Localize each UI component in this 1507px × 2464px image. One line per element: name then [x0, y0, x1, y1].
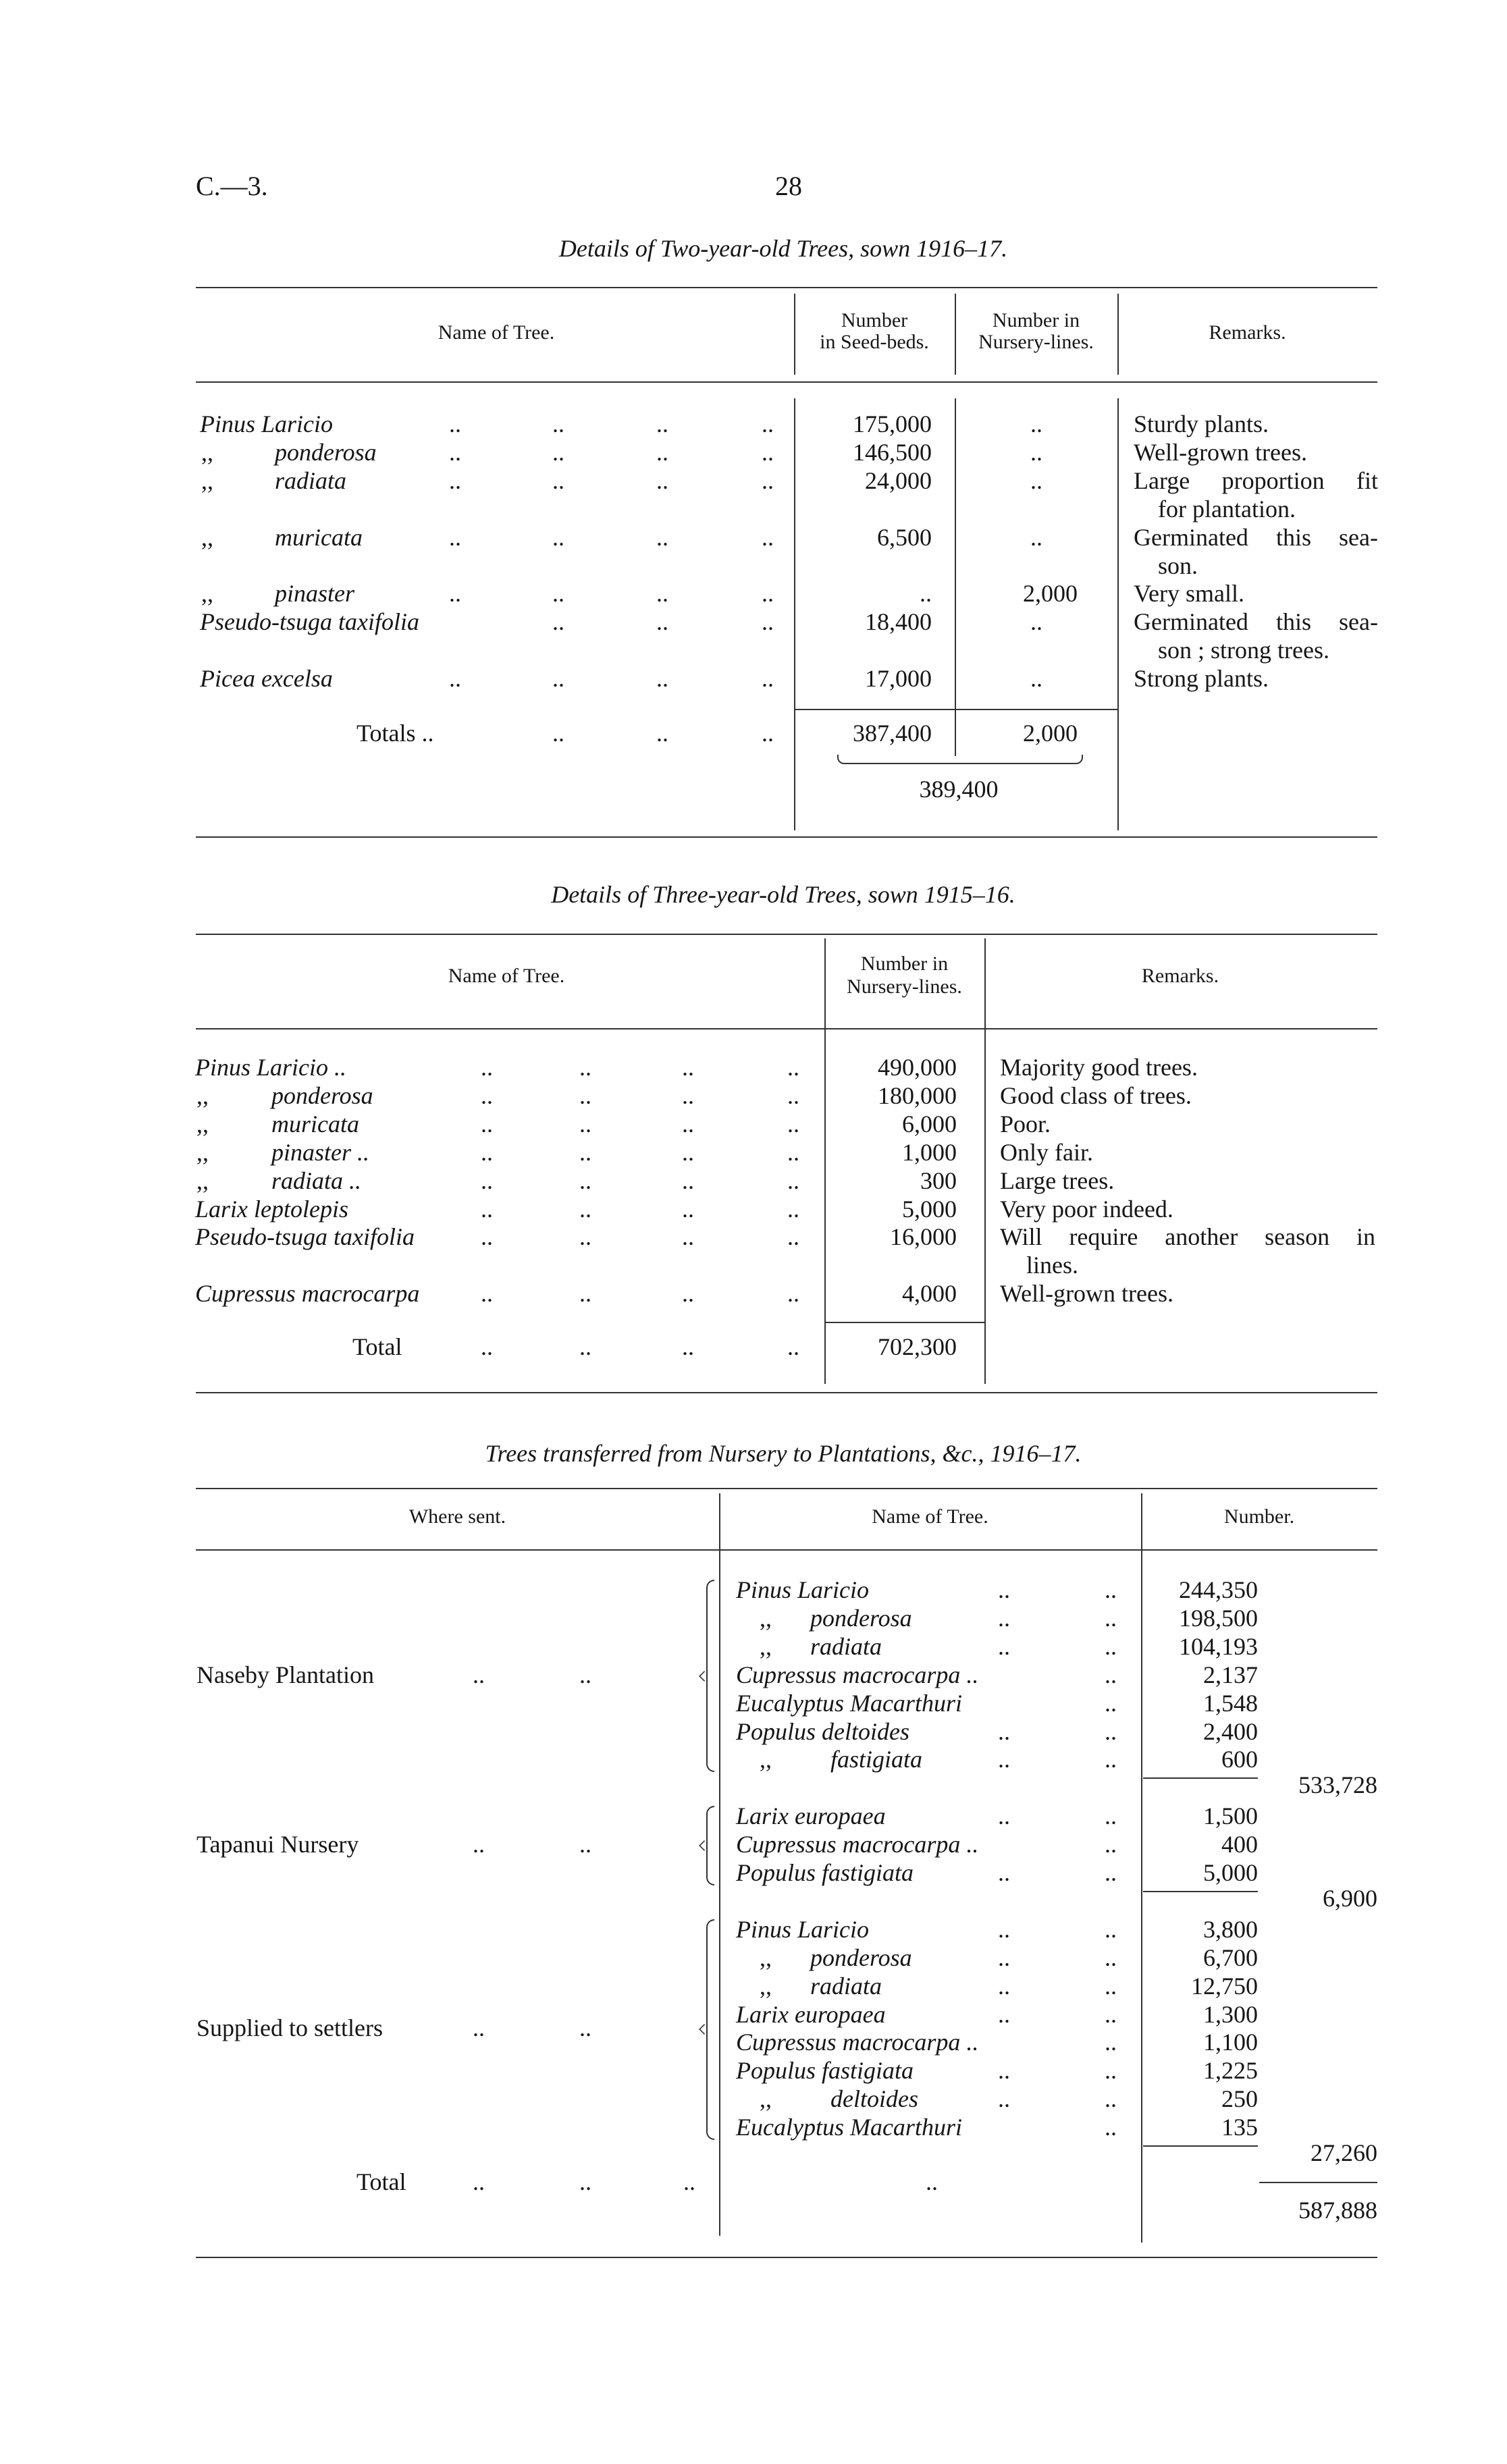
tree-count: 5,000 [1203, 1859, 1258, 1886]
dot-leader: .. [682, 1054, 694, 1081]
table1-header-seed-1: Number [841, 309, 908, 331]
destination-name: Naseby Plantation [196, 1661, 374, 1688]
dot-leader: .. [1105, 1746, 1117, 1773]
nursery-lines-count: 1,000 [902, 1138, 957, 1166]
dot-leader: .. [1105, 2029, 1117, 2056]
dot-leader: .. [683, 2168, 695, 2195]
dot-leader: .. [998, 1802, 1010, 1830]
tree-name: ponderosa [271, 1081, 373, 1109]
tree-name: Populus fastigiata [736, 1859, 914, 1886]
table1-totals-rule [794, 709, 1117, 710]
dot-leader: .. [762, 720, 774, 747]
table3-divider [1141, 1493, 1142, 2243]
dot-leader: .. [481, 1110, 493, 1137]
dot-leader: .. [552, 608, 564, 636]
dot-leader: .. [682, 1280, 694, 1308]
seed-beds-total: 387,400 [853, 720, 932, 747]
dot-leader: .. [473, 2014, 485, 2042]
remarks-text: Large proportion fit [1134, 466, 1378, 494]
table1-header-nursery-1: Number in [992, 309, 1080, 331]
dot-leader: .. [579, 2168, 591, 2195]
dot-leader: .. [787, 1223, 799, 1251]
tree-count: 600 [1221, 1746, 1258, 1773]
dot-leader: .. [1105, 1802, 1117, 1830]
dot-leader: .. [579, 1223, 591, 1251]
ditto-mark: ,, [201, 523, 213, 551]
dot-leader: .. [1105, 2000, 1117, 2028]
nursery-lines-total: 702,300 [878, 1333, 957, 1360]
dot-leader: .. [787, 1195, 799, 1223]
tree-name: pinaster [275, 580, 355, 608]
nursery-lines-count: 5,000 [902, 1195, 957, 1223]
seed-beds-count: .. [920, 580, 932, 608]
ditto-mark: ,, [760, 1972, 772, 2000]
nursery-lines-count: 4,000 [902, 1280, 957, 1308]
remarks-text: Germinated this sea- [1134, 523, 1378, 551]
nursery-lines-count: .. [1030, 410, 1042, 437]
table1-header-remarks: Remarks. [1209, 321, 1286, 344]
dot-leader: .. [787, 1138, 799, 1166]
seed-beds-count: 17,000 [865, 665, 932, 693]
ditto-mark: ,, [760, 1944, 772, 1971]
subtotal-rule [1143, 1777, 1258, 1779]
dot-leader: .. [552, 410, 564, 437]
tree-count: 1,100 [1203, 2029, 1258, 2056]
nursery-lines-count: .. [1030, 523, 1042, 551]
remarks-text: Large trees. [1000, 1167, 1115, 1194]
table3-total-rule [1259, 2182, 1377, 2183]
grand-total: 587,888 [1298, 2197, 1377, 2224]
tree-name: Eucalyptus Macarthuri [736, 1689, 962, 1717]
tree-name: Pinus Laricio [200, 410, 334, 437]
dot-leader: .. [579, 1195, 591, 1223]
tree-name: Eucalyptus Macarthuri [736, 2114, 962, 2141]
tree-count: 244,350 [1179, 1576, 1258, 1603]
tree-count: 1,548 [1203, 1689, 1258, 1717]
total-label: Total [356, 2168, 406, 2195]
tree-name: radiata [275, 466, 347, 494]
table2-title: Details of Three-year-old Trees, sown 1915–16. [551, 881, 1015, 908]
ditto-mark: ,, [196, 1110, 209, 1137]
dot-leader: .. [1105, 1944, 1117, 1971]
ditto-mark: ,, [196, 1081, 209, 1109]
ditto-mark: ,, [201, 466, 213, 494]
dot-leader: .. [579, 2014, 591, 2042]
table2-header-nursery-1: Number in [860, 953, 949, 975]
dot-leader: .. [1105, 1859, 1117, 1886]
tree-name: Larix leptolepis [195, 1195, 348, 1223]
dot-leader: .. [656, 410, 668, 437]
tree-name: radiata .. [271, 1167, 362, 1194]
ditto-mark: ,, [760, 1746, 772, 1773]
nursery-lines-count: .. [1030, 665, 1042, 693]
dot-leader: .. [998, 1944, 1010, 1971]
tree-name: Pinus Laricio [736, 1576, 870, 1603]
dot-leader: .. [579, 1280, 591, 1308]
table3-divider [719, 1493, 720, 2236]
dot-leader: .. [762, 466, 774, 494]
nursery-lines-count: 16,000 [890, 1223, 957, 1251]
table1-divider [955, 294, 956, 375]
ditto-mark: ,, [196, 1138, 209, 1166]
dot-leader: .. [656, 438, 668, 466]
dot-leader: .. [552, 580, 564, 608]
remarks-text: Only fair. [1000, 1138, 1093, 1166]
dot-leader: .. [481, 1081, 493, 1109]
remarks-text: Majority good trees. [1000, 1054, 1198, 1081]
dot-leader: .. [481, 1138, 493, 1166]
remarks-text: Sturdy plants. [1134, 410, 1269, 437]
dot-leader: .. [1105, 2085, 1117, 2113]
dot-leader: .. [1105, 1717, 1117, 1745]
ditto-mark: ,, [196, 1167, 209, 1194]
tree-name: Populus fastigiata [736, 2057, 914, 2085]
table2-header-remarks: Remarks. [1141, 965, 1219, 987]
nursery-lines-count: .. [1030, 466, 1042, 494]
dot-leader: .. [473, 1661, 485, 1688]
table3-header-rule [196, 1549, 1377, 1551]
dot-leader: .. [473, 1831, 485, 1858]
dot-leader: .. [579, 1138, 591, 1166]
dot-leader: .. [682, 1195, 694, 1223]
tree-name: Pinus Laricio [736, 1915, 870, 1943]
remarks-text: Well-grown trees. [1134, 438, 1308, 466]
table2-divider [824, 938, 826, 1384]
remarks-text: Well-grown trees. [1000, 1280, 1174, 1308]
table2-divider [984, 938, 986, 1384]
dot-leader: .. [998, 1972, 1010, 2000]
totals-label: Totals .. [356, 720, 434, 747]
tree-name: radiata [810, 1972, 882, 2000]
dot-leader: .. [787, 1054, 799, 1081]
ditto-mark: ,, [760, 1604, 772, 1632]
dot-leader: .. [682, 1223, 694, 1251]
tree-name: Pinus Laricio .. [195, 1054, 347, 1081]
name-column-dots: .. [926, 2168, 938, 2195]
tree-name: deltoides [830, 2085, 918, 2113]
remarks-text: son. [1158, 552, 1198, 579]
dot-leader: .. [787, 1167, 799, 1194]
table2-bottom-rule [196, 1392, 1377, 1393]
tree-count: 6,700 [1203, 1944, 1258, 1971]
nursery-lines-count: .. [1030, 438, 1042, 466]
dot-leader: .. [552, 466, 564, 494]
dot-leader: .. [656, 720, 668, 747]
tree-count: 1,300 [1203, 2000, 1258, 2028]
remarks-text: Very small. [1134, 580, 1244, 608]
dot-leader: .. [998, 1915, 1010, 1943]
dot-leader: .. [682, 1081, 694, 1109]
dot-leader: .. [998, 1746, 1010, 1773]
dot-leader: .. [1105, 2114, 1117, 2141]
dot-leader: .. [481, 1280, 493, 1308]
remarks-text: Very poor indeed. [1000, 1195, 1173, 1223]
table2-header-name: Name of Tree. [448, 965, 565, 987]
group-subtotal: 533,728 [1298, 1771, 1377, 1799]
ditto-mark: ,, [760, 1632, 772, 1660]
tree-name: muricata [271, 1110, 359, 1137]
group-subtotal: 27,260 [1311, 2139, 1377, 2166]
remarks-text: Germinated this sea- [1134, 608, 1378, 636]
tree-count: 104,193 [1179, 1632, 1258, 1660]
dot-leader: .. [656, 466, 668, 494]
nursery-lines-count: 490,000 [878, 1054, 957, 1081]
tree-count: 12,750 [1191, 1972, 1258, 2000]
tree-name: Picea excelsa [200, 665, 333, 693]
table1-divider [794, 294, 795, 375]
table2-header-rule [196, 1028, 1377, 1029]
remarks-text: lines. [1026, 1252, 1078, 1279]
table1-divider [1117, 294, 1119, 375]
dot-leader: .. [449, 665, 461, 693]
dot-leader: .. [579, 1054, 591, 1081]
tree-name: Larix europaea [736, 1802, 886, 1830]
dot-leader: .. [998, 2085, 1010, 2113]
remarks-text: Will require another season in [1000, 1223, 1375, 1251]
dot-leader: .. [1105, 2057, 1117, 2085]
dot-leader: .. [1105, 1661, 1117, 1688]
dot-leader: .. [552, 523, 564, 551]
dot-leader: .. [449, 438, 461, 466]
table1-header-nursery-2: Nursery-lines. [978, 331, 1094, 353]
dot-leader: .. [449, 580, 461, 608]
dot-leader: .. [1105, 1576, 1117, 1603]
dot-leader: .. [656, 608, 668, 636]
tree-count: 3,800 [1203, 1915, 1258, 1943]
dot-leader: .. [552, 438, 564, 466]
table3-bottom-rule [196, 2257, 1377, 2258]
table1-sum-brace [837, 755, 1083, 764]
tree-count: 1,225 [1203, 2057, 1258, 2085]
table2-total-rule [824, 1322, 984, 1323]
ditto-mark: ,, [201, 580, 213, 608]
dot-leader: .. [762, 580, 774, 608]
tree-count: 2,137 [1203, 1661, 1258, 1688]
remarks-text: Good class of trees. [1000, 1081, 1192, 1109]
series-label: C.—3. [196, 171, 268, 201]
tree-name: Populus deltoides [736, 1717, 909, 1745]
tree-count: 250 [1221, 2085, 1258, 2113]
dot-leader: .. [762, 523, 774, 551]
remarks-text: Poor. [1000, 1110, 1051, 1137]
seed-beds-count: 6,500 [877, 523, 932, 551]
dot-leader: .. [579, 1831, 591, 1858]
tree-count: 400 [1221, 1831, 1258, 1858]
remarks-text: for plantation. [1158, 495, 1296, 523]
table2-top-rule [196, 934, 1377, 935]
tree-count: 198,500 [1179, 1604, 1258, 1632]
dot-leader: .. [682, 1333, 694, 1360]
table3-header-where: Where sent. [408, 1505, 506, 1528]
nursery-lines-total: 2,000 [1023, 720, 1078, 747]
dot-leader: .. [481, 1333, 493, 1360]
subtotal-rule [1143, 1891, 1258, 1892]
dot-leader: .. [1105, 1604, 1117, 1632]
tree-name: fastigiata [830, 1746, 923, 1773]
tree-name: pinaster .. [271, 1138, 370, 1166]
dot-leader: .. [481, 1223, 493, 1251]
remarks-text: son ; strong trees. [1158, 637, 1329, 664]
dot-leader: .. [449, 523, 461, 551]
table3-title: Trees transferred from Nursery to Plantations, &c., 1916–17. [485, 1440, 1082, 1467]
remarks-text: Strong plants. [1134, 665, 1269, 693]
group-brace [706, 1806, 714, 1885]
tree-name: Pseudo-tsuga taxifolia [200, 608, 419, 636]
destination-name: Supplied to settlers [196, 2014, 383, 2042]
dot-leader: .. [1105, 1689, 1117, 1717]
dot-leader: .. [656, 523, 668, 551]
table1-header-name: Name of Tree. [438, 321, 555, 344]
page-number: 28 [775, 171, 802, 201]
dot-leader: .. [682, 1138, 694, 1166]
dot-leader: .. [762, 608, 774, 636]
dot-leader: .. [579, 1661, 591, 1688]
dot-leader: .. [552, 665, 564, 693]
table3-header-number: Number. [1223, 1505, 1295, 1528]
tree-name: Larix europaea [736, 2000, 886, 2028]
table1-header-seed-2: in Seed-beds. [820, 331, 929, 353]
dot-leader: .. [579, 1333, 591, 1360]
tree-name: Cupressus macrocarpa .. [736, 1661, 979, 1688]
table2-header-nursery-2: Nursery-lines. [847, 975, 962, 998]
dot-leader: .. [579, 1081, 591, 1109]
nursery-lines-count: 6,000 [902, 1110, 957, 1137]
dot-leader: .. [449, 410, 461, 437]
tree-name: Pseudo-tsuga taxifolia [195, 1223, 415, 1251]
tree-name: ponderosa [810, 1944, 912, 1971]
dot-leader: .. [762, 665, 774, 693]
tree-name: Cupressus macrocarpa .. [736, 2029, 979, 2056]
dot-leader: .. [1105, 1831, 1117, 1858]
dot-leader: .. [1105, 1915, 1117, 1943]
seed-beds-count: 24,000 [865, 466, 932, 494]
dot-leader: .. [762, 438, 774, 466]
dot-leader: .. [787, 1110, 799, 1137]
table3-top-rule [196, 1488, 1377, 1489]
tree-name: ponderosa [275, 438, 377, 466]
dot-leader: .. [473, 2168, 485, 2195]
table3-header-name: Name of Tree. [872, 1505, 988, 1528]
dot-leader: .. [1105, 1632, 1117, 1660]
tree-count: 135 [1221, 2114, 1258, 2141]
dot-leader: .. [579, 1110, 591, 1137]
dot-leader: .. [449, 466, 461, 494]
destination-name: Tapanui Nursery [196, 1831, 359, 1858]
tree-name: ponderosa [810, 1604, 912, 1632]
table1-title: Details of Two-year-old Trees, sown 1916–17. [558, 235, 1008, 262]
tree-count: 2,400 [1203, 1717, 1258, 1745]
dot-leader: .. [682, 1167, 694, 1194]
subtotal-rule [1143, 2145, 1258, 2147]
dot-leader: .. [787, 1081, 799, 1109]
dot-leader: .. [998, 1604, 1010, 1632]
dot-leader: .. [481, 1054, 493, 1081]
dot-leader: .. [656, 580, 668, 608]
tree-name: Cupressus macrocarpa [195, 1280, 420, 1308]
table1-bottom-rule [196, 836, 1377, 838]
dot-leader: .. [787, 1280, 799, 1308]
table1-divider [955, 398, 956, 756]
total-label: Total [352, 1333, 402, 1360]
seed-beds-count: 175,000 [853, 410, 932, 437]
group-brace [706, 1919, 714, 2140]
dot-leader: .. [787, 1333, 799, 1360]
dot-leader: .. [998, 1717, 1010, 1745]
nursery-lines-count: 180,000 [878, 1081, 957, 1109]
dot-leader: .. [552, 720, 564, 747]
dot-leader: .. [481, 1195, 493, 1223]
nursery-lines-count: 300 [920, 1167, 957, 1194]
ditto-mark: ,, [760, 2085, 772, 2113]
dot-leader: .. [656, 665, 668, 693]
dot-leader: .. [998, 1576, 1010, 1603]
dot-leader: .. [481, 1167, 493, 1194]
tree-name: Cupressus macrocarpa .. [736, 1831, 979, 1858]
dot-leader: .. [682, 1110, 694, 1137]
seed-beds-count: 146,500 [853, 438, 932, 466]
nursery-lines-count: .. [1030, 608, 1042, 636]
dot-leader: .. [998, 2000, 1010, 2028]
tree-count: 1,500 [1203, 1802, 1258, 1830]
grand-total: 389,400 [919, 776, 999, 803]
nursery-lines-count: 2,000 [1023, 580, 1078, 608]
table1-header-rule [196, 381, 1377, 383]
dot-leader: .. [762, 410, 774, 437]
table1-divider [1117, 398, 1119, 830]
table1-divider [794, 398, 795, 830]
dot-leader: .. [1105, 1972, 1117, 2000]
group-brace [706, 1580, 714, 1772]
dot-leader: .. [998, 1632, 1010, 1660]
group-subtotal: 6,900 [1323, 1884, 1377, 1912]
table1-top-rule [196, 287, 1377, 288]
seed-beds-count: 18,400 [865, 608, 932, 636]
dot-leader: .. [579, 1167, 591, 1194]
dot-leader: .. [998, 2057, 1010, 2085]
tree-name: muricata [275, 523, 363, 551]
ditto-mark: ,, [201, 438, 213, 466]
dot-leader: .. [998, 1859, 1010, 1886]
tree-name: radiata [810, 1632, 882, 1660]
